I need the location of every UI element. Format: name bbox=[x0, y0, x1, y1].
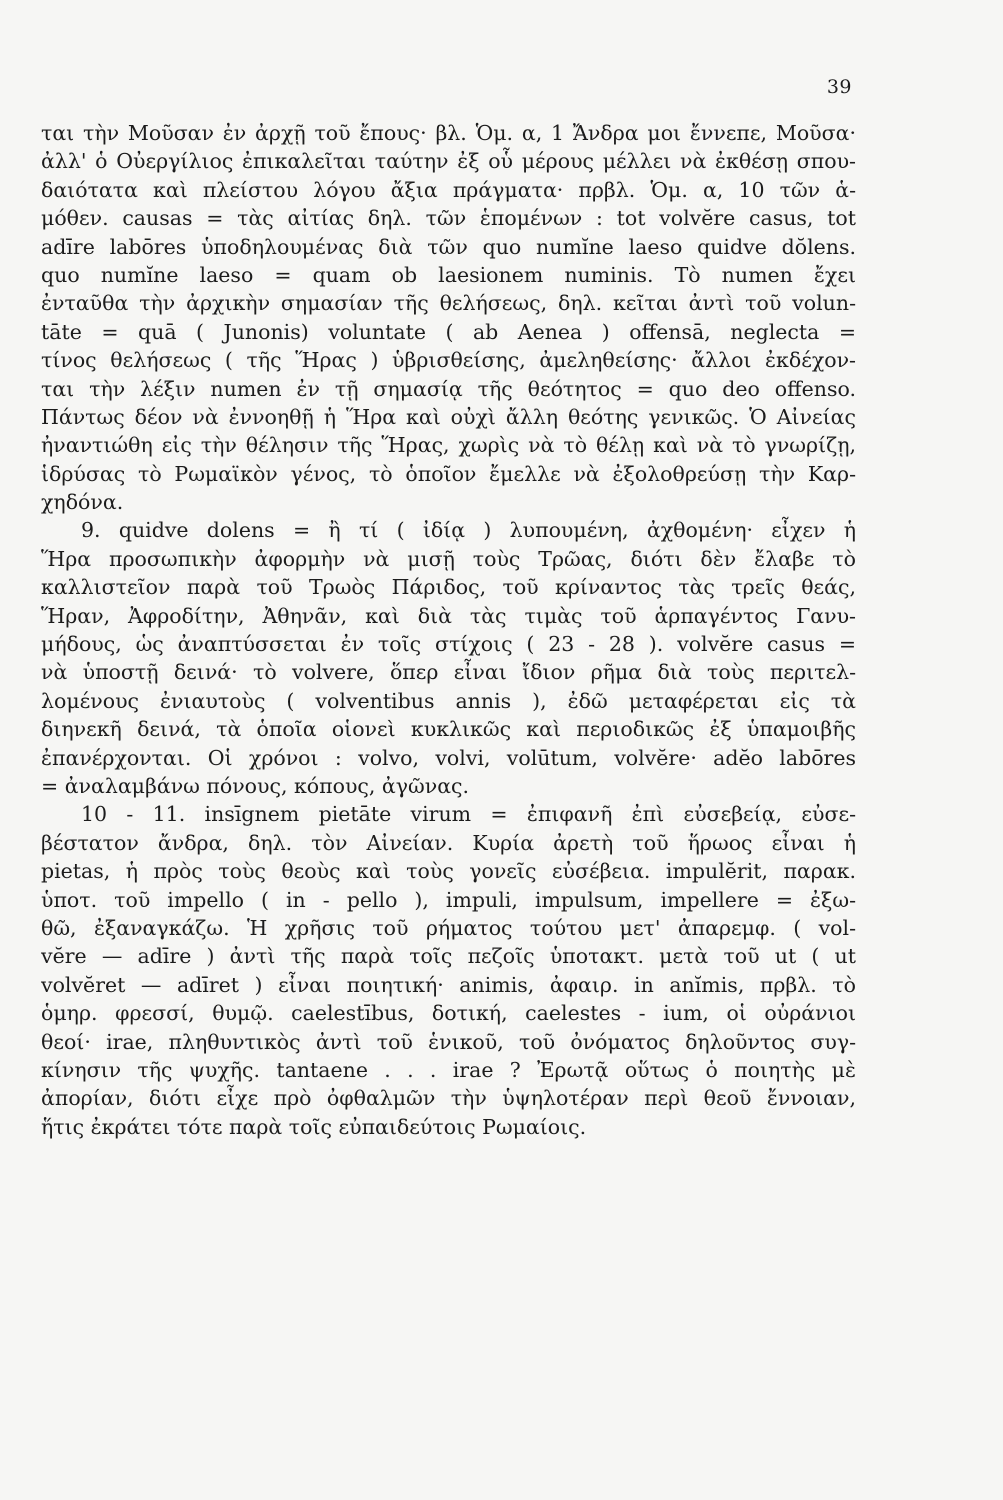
text-line: vĕre — adīre ) ἀντὶ τῆς παρὰ τοῖς πεζοῖς ὑποτακτ. μετὰ τοῦ ut ( ut bbox=[41, 944, 856, 969]
text-line: pietas, ἡ πρὸς τοὺς θεοὺς καὶ τοὺς γονεῖς εὐσέβεια. impulĕrit, παρακ. bbox=[41, 859, 856, 884]
text-line: ἐνταῦθα τὴν ἀρχικὴν σημασίαν τῆς θελήσεως, δηλ. κεῖται ἀντὶ τοῦ volun- bbox=[41, 291, 856, 316]
paragraph-start-line: 10 - 11. insīgnem pietāte virum = ἐπιφανῆ ἐπὶ εὐσεβείᾳ, εὐσε- bbox=[81, 802, 856, 827]
text-line: = ἀναλαμβάνω πόνους, κόπους, ἀγῶνας. bbox=[41, 773, 470, 798]
text-line: Ἥρα προσωπικὴν ἀφορμὴν νὰ μισῇ τοὺς Τρῶας, διότι δὲν ἔλαβε τὸ bbox=[41, 546, 856, 571]
text-line: volvĕret — adīret ) εἶναι ποιητική· animis, ἀφαιρ. in anĭmis, πρβλ. τὸ bbox=[41, 972, 856, 997]
commentary-text bbox=[41, 119, 856, 1141]
text-line: μόθεν. causas = τὰς αἰτίας δηλ. τῶν ἑπομένων : tot volvĕre casus, tot bbox=[41, 206, 856, 231]
text-line: λομένους ἐνιαυτοὺς ( volventibus annis ), ἐδῶ μεταφέρεται εἰς τὰ bbox=[41, 688, 856, 713]
text-line: tāte = quā ( Junonis) voluntate ( ab Aenea ) offensā, neglecta = bbox=[41, 319, 856, 344]
text-line: καλλιστεῖον παρὰ τοῦ Τρωὸς Πάριδος, τοῦ κρίναντος τὰς τρεῖς θεάς, bbox=[41, 575, 856, 600]
page-number: 39 bbox=[826, 76, 852, 98]
text-line: κίνησιν τῆς ψυχῆς. tantaene . . . irae ? Ἐρωτᾷ οὕτως ὁ ποιητὴς μὲ bbox=[41, 1057, 856, 1082]
text-line: χηδόνα. bbox=[41, 490, 124, 515]
text-line: θεοί· irae, πληθυντικὸς ἀντὶ τοῦ ἑνικοῦ, τοῦ ὀνόματος δηλοῦντος συγ- bbox=[41, 1029, 856, 1054]
text-line: δαιότατα καὶ πλείστου λόγου ἄξια πράγματα· πρβλ. Ὁμ. α, 10 τῶν ἁ- bbox=[41, 177, 856, 202]
text-line: ἱδρύσας τὸ Ρωμαϊκὸν γένος, τὸ ὁποῖον ἔμελλε νὰ ἐξολοθρεύσῃ τὴν Καρ- bbox=[41, 461, 856, 486]
text-line: μήδους, ὡς ἀναπτύσσεται ἐν τοῖς στίχοις ( 23 - 28 ). volvĕre casus = bbox=[41, 632, 856, 657]
text-line: βέστατον ἄνδρα, δηλ. τὸν Αἰνείαν. Κυρία ἀρετὴ τοῦ ἥρωος εἶναι ἡ bbox=[41, 830, 856, 855]
text-line: ὁμηρ. φρεσσί, θυμῷ. caelestībus, δοτική, caelestes - ium, οἱ οὐράνιοι bbox=[41, 1001, 856, 1026]
text-line: ἐπανέρχονται. Οἱ χρόνοι : volvo, volvi, volūtum, volvĕre· adĕo labōres bbox=[41, 745, 856, 770]
text-line: Ἥραν, Ἀφροδίτην, Ἀθηνᾶν, καὶ διὰ τὰς τιμὰς τοῦ ἁρπαγέντος Γανυ- bbox=[41, 603, 856, 628]
text-line: διηνεκῆ δεινά, τὰ ὁποῖα οἱονεὶ κυκλικῶς καὶ περιοδικῶς ἐξ ὑπαμοιβῆς bbox=[41, 717, 856, 742]
text-line: ται τὴν Μοῦσαν ἐν ἀρχῇ τοῦ ἔπους· βλ. Ὁμ. α, 1 Ἄνδρα μοι ἔννεπε, Μοῦσα· bbox=[41, 121, 856, 145]
text-line: quo numĭne laeso = quam ob laesionem numinis. Τὸ numen ἔχει bbox=[41, 262, 856, 287]
text-line: ἀπορίαν, διότι εἶχε πρὸ ὀφθαλμῶν τὴν ὑψηλοτέραν περὶ θεοῦ ἔννοιαν, bbox=[41, 1086, 856, 1111]
text-line: ὑποτ. τοῦ impello ( in - pello ), impuli, impulsum, impellere = ἐξω- bbox=[41, 887, 856, 912]
text-line: ἀλλ' ὁ Οὐεργίλιος ἐπικαλεῖται ταύτην ἐξ οὗ μέρους μέλλει νὰ ἐκθέσῃ σπου- bbox=[41, 149, 856, 174]
text-line: ται τὴν λέξιν numen ἐν τῇ σημασίᾳ τῆς θεότητος = quo deo offenso. bbox=[41, 376, 856, 401]
text-line: ἠναντιώθη εἰς τὴν θέλησιν τῆς Ἥρας, χωρὶς νὰ τὸ θέλῃ καὶ νὰ τὸ γνωρίζῃ, bbox=[41, 433, 856, 458]
paragraph-start-line: 9. quidve dolens = ἢ τί ( ἰδίᾳ ) λυπουμένη, ἀχθομένη· εἶχεν ἡ bbox=[81, 518, 856, 543]
text-line: ἥτις ἐκράτει τότε παρὰ τοῖς εὐπαιδεύτοις Ρωμαίοις. bbox=[41, 1114, 587, 1139]
text-line: νὰ ὑποστῇ δεινά· τὸ volvere, ὅπερ εἶναι ἴδιον ρῆμα διὰ τοὺς περιτελ- bbox=[41, 660, 856, 685]
text-line: Πάντως δέον νὰ ἐννοηθῇ ἡ Ἥρα καὶ οὐχὶ ἄλλη θεότης γενικῶς. Ὁ Αἰνείας bbox=[41, 404, 856, 429]
text-line: adīre labōres ὑποδηλουμένας διὰ τῶν quo numĭne laeso quidve dŏlens. bbox=[41, 234, 856, 259]
text-line: θῶ, ἐξαναγκάζω. Ἡ χρῆσις τοῦ ρήματος τούτου μετ' ἀπαρεμφ. ( vol- bbox=[41, 915, 856, 940]
text-line: τίνος θελήσεως ( τῆς Ἥρας ) ὑβρισθείσης, ἀμεληθείσης· ἄλλοι ἐκδέχον- bbox=[41, 348, 856, 373]
